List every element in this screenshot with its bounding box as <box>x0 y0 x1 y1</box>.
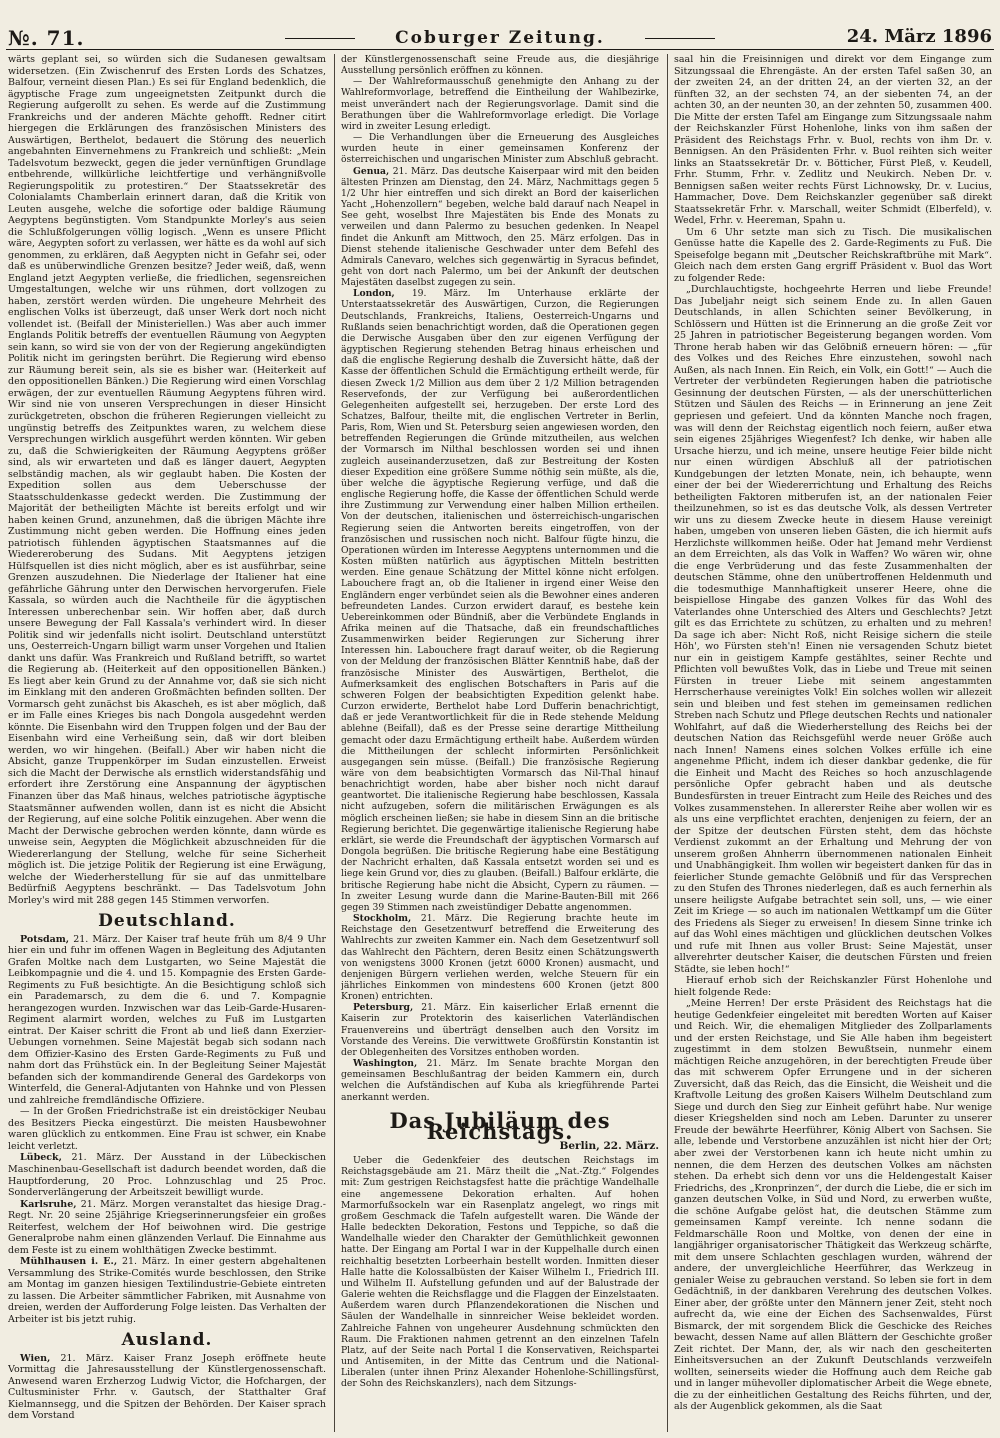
issue-number: №. 71. <box>8 26 85 50</box>
news-text: 21. März. Das deutsche Kaiserpaar wird mit den beiden ältesten Prinzen am Dienstag, den 24. März, Nachmittags gegen 5 1/2 Uhr hier eintreffen und sich direkt an Bord der kaiserlichen Yacht „Hohenzollern“ begeben, welche bald darauf nach Neapel in See geht, woselbst Ihre Majestäten bis Ende des Monats zu verweilen und dann Palermo zu besuchen gedenken. In Neapel findet die Ankunft am Mittwoch, den 25. März erfolgen. Das in Dienst stehende italienische Geschwader unter dem Befehl des Admirals Canevaro, welches sich gegenwärtig in Syracus befindet, geht von dort nach Palermo, um bei der Ankunft der deutschen Majestäten daselbst zugegen zu sein. <box>341 165 659 289</box>
news-text: 21. März. Die Regierung brachte heute im Reichstage den Gesetzentwurf betreffend die Erweiterung des Wahlrechts zur zweiten Kammer ein. Nach dem Gesetzentwurf soll das Wahlrecht den Pächtern, deren Besitz einen Schätzungswerth von wenigstens 3000 Kronen (jetzt 6000 Kronen) ausmacht, und denjenigen Bürgern verliehen werden, welche Steuern für ein jährliches Einkommen von mindestens 600 Kronen (jetzt 800 Kronen) entrichten. <box>341 913 659 1003</box>
news-text: 21. März. Ein kaiserlicher Erlaß ernennt die Kaiserin zur Protektorin des kaiserlichen Vaterländischen Frauenvereins und überträgt denselben auch den Vorsitz im Vorstande des Vereins. Die verwittwete Großfürstin Konstantin ist der Oblegenheiten des Vorsitzes enthoben worden. <box>341 1002 659 1058</box>
dateline-place: Potsdam, <box>20 933 70 945</box>
news-text: — Die Verhandlungen über die Erneuerung des Ausgleiches wurden heute in einer gemeinsamen Konferenz der österreichischen und ungarischen Minister zum Abschluß gebracht. <box>341 132 659 166</box>
dateline-place: Wien, <box>20 1352 51 1364</box>
speech-text: „Meine Herren! Der erste Präsident des Reichstags hat die heutige Gedenkfeier eingeleitet mit beredten Worten auf Kaiser und Reich. Wir, die ehemaligen Mitglieder des Zollparlaments und der ersten Reichstage, und Sie Alle haben ihm begeistert zugestimmt in dem stolzen Bewußtsein, nunmehr einem mächtigen Reiche anzugehören, in der berechtigten Freude über das mit schwerem Opfer Errungene und in der sicheren Zuversicht, daß das Reich, das die Einsicht, die Weisheit und die Kraftvolle Leitung des großen Kaisers Wilhelm Deutschland zum Siege und durch den Sieg zur Einheit geführt habe. Nur wenige dieser Kriegshelden sind noch am Leben. Darunter zu unserer Freude der bewährte Heerführer, König Albert von Sachsen. Sie alle, lebende und Verstorbene anzuzählen ist nicht hier der Ort; aber zwei der Verstorbenen kann ich heute nicht umhin zu nennen, die dem Herzen des deutschen Volkes am nächsten stehen. Da erhebt sich denn vor uns die Heldengestalt Kaiser Friedrichs, des „Kronprinzen“, der durch die Liebe, die er sich im ganzen deutschen Volke, in Süd und Nord, zu erwerben wußte, die schöne Aufgabe gelöst hat, die deutschen Stämme zum gemeinsamen Kampf vereinte. Ich nenne sodann die Feldmarschälle Roon und Moltke, von denen der eine in langjähriger organisatorischer Thätigkeit das Werkzeug schärfte, mit dem unsere Schlachten geschlagen wurden, während der andere, der unvergleichliche Heerführer, das Werkzeug in genialer Weise zu gebrauchen verstand. So leben sie fort in dem Gedächtniß, in der dankbaren Verehrung des deutschen Volkes. Einer aber, der größte unter den Männern jener Zeit, steht noch aufrecht da, wie eine der Eichen des Sachsenwaldes, Fürst Bismarck, der mit sorgendem Blick die Geschicke des Reiches bewacht, dessen Name auf allen Blättern der Geschichte großer Zeit richtet. Der Mann, der, als wir nach den gescheiterten Einheitsversuchen an der Zukunft Deutschlands verzweifeln wollten, seinerseits wieder die Hoffnung auch dem Reiche gab und in langer mühevoller diplomatischer Arbeit die Wege ebnete, die zu der einheitlichen Gestaltung des Reichs führten, und der, als der Augenblick gekommen, als die Saat <box>674 998 992 1413</box>
column-divider <box>667 54 668 1432</box>
news-text: 21. März. In einer gestern abgehaltenen Versammlung des Strike-Comités wurde beschlossen, den Strike am Montag im ganzen hiesigen Textilindustrie-Gebiete eintreten zu lassen. Die Arbeiter sämmtlicher Fabriken, mit Ausnahme von dreien, werden der Aufforderung Folge leisten. Das Verhalten der Arbeiter ist bis jetzt ruhig. <box>8 1256 326 1325</box>
news-item <box>341 132 659 165</box>
dateline-place: Karlsruhe, <box>20 1198 77 1210</box>
news-item <box>341 1058 659 1103</box>
news-item <box>8 934 326 1107</box>
news-text: der Künstlergenossenschaft seine Freude aus, die diesjährige Ausstellung persönlich eröffnen zu können. <box>341 54 659 77</box>
dateline-place: Washington, <box>353 1058 418 1070</box>
masthead <box>0 18 1000 48</box>
news-item <box>8 1256 326 1325</box>
dateline-place: Lübeck, <box>20 1152 62 1164</box>
dateline-place: London, <box>353 288 395 300</box>
news-item <box>8 1152 326 1198</box>
column-1 <box>8 54 326 1422</box>
column-3 <box>674 54 992 1413</box>
speech-text: „Durchlauchtigste, hochgeehrte Herren und liebe Freunde! Das Jubeljahr neigt sich seinem Ende zu. In allen Gauen Deutschlands, in allen Schichten seiner Bevölkerung, in Schlössern und Hütten ist die Erinnerung an die große Zeit vor 25 Jahren in patriotischer Begeisterung begangen worden. Vom Throne herab haben wir das Gelöbniß erneuern hören: — „für des Volkes und des Reiches Ehre einzustehen, sowohl nach Außen, als nach Innen. Ein Reich, ein Volk, ein Gott!“ — Auch die Vertreter der verbündeten Regierungen haben die patriotische Gesinnung der deutschen Fürsten, — als der unerschütterlichen Stützen und Säulen des Reichs — in Erinnerung an jene Zeit gepriesen und gefeiert. Und da könnten Manche noch fragen, was will denn der Reichstag eigentlich noch feiern, außer etwa sein eigenes 25jähriges Wiegenfest? Ich denke, wir haben alle Ursache hierzu, und ich meine, unsere heutige Feier bilde nicht nur einen würdigen Abschluß all der patriotischen Kundgebungen der letzten Monate, nein, ich behaupte, wenn einer der bei der Wiedererrichtung und Erhaltung des Reichs betheiligten Faktoren mitberufen ist, an der nationalen Feier theilzunehmen, so ist es das deutsche Volk, als dessen Vertreter wir uns zu diesem Zwecke heute in diesem Hause vereinigt haben, umgeben von unseren lieben Gästen, die ich hiermit aufs Herzlichste willkommen heiße. Oder hat Jemand mehr Verdienst an dem Erreichten, als das Volk in Waffen? Wo wären wir, ohne die enge Verbrüderung und das feste Zusammenhalten der deutschen Stämme, ohne den unübertroffenen Heldenmuth und die todesmuthige Mannhaftigkeit unserer Heere, ohne die beispiellose Hingabe des ganzen Volkes für das Wohl des Vaterlandes ohne Unterschied des Alters und Geschlechts? Jetzt gilt es das Errichtete zu schützen, zu erhalten und zu mehren! Da sage ich aber: Nicht Roß, nicht Reisige sichern die steile Höh', wo Fürsten steh'n! Einen nie versagenden Schutz bietet nur ein in geistigem Kampfe gestähltes, seiner Rechte und Pflichten voll bewußtes Volk, das in Liebe und Treue mit seinen Fürsten in treuer Liebe mit seinem angestammten Herrscherhause vereinigtes Volk! Ein solches wollen wir allezeit sein und bleiben und fest stehen im gemeinsamen redlichen Streben nach Schutz und Pflege deutschen Rechts und nationaler Wohlfahrt, auf daß die Wiederherstellung des Reichs bei der deutschen Nation das Reichsgefühl werde neuer Größe auch nach Innen! Namens eines solchen Volkes erfülle ich eine angenehme Pflicht, indem ich dieser dankbar gedenke, die für die Einheit und Macht des Reiches so hoch anzuschlagende persönliche Opfer gebracht haben und als deutsche Bundesfürsten in treuer Eintracht zum Heile des Reiches und des Volkes zusammenstehen. In allererster Reihe aber wollen wir es als uns eine verpflichtet erachten, denjenigen zu feiern, der an der Spitze der deutschen Fürsten steht, dem das höchste Verdienst zukommt an der Erhaltung und Mehrung der von unserem großen Ahnherrn übernommenen nationalen Einheit und Unabhängigkeit. Ihm wollen wir begeistert danken für das in feierlicher Stunde gemachte Gelöbniß und für das Versprechen zu den Stufen des Thrones niederlegen, daß es auch fernerhin als unsere heiligste Aufgabe betrachtet sein soll, uns, — wie einer Zeit im Kriege — so auch im nationalen Wettkampf um die Güter des Friedens als Sieger zu erweisen! In diesem Sinne trinke ich auf das Wohl eines mächtigen und glücklichen deutschen Volkes und rufe mit Ihnen aus voller Brust: Seine Majestät, unser allverehrter deutscher Kaiser, die deutschen Fürsten und freien Städte, sie leben hoch!“ <box>674 284 992 975</box>
newspaper-title: Coburger Zeitung. <box>350 28 650 48</box>
article-dateline: Berlin, 22. März. <box>559 1140 659 1152</box>
news-text: 21. März. Morgen veranstaltet das hiesige Drag.-Regt. Nr. 20 seine 25jährige Kriegserinnerungsfeier ein großes Reiterfest, welchem der Hof beiwohnen wird. Die gestrige Generalprobe nahm einen glänzenden Verlauf. Die Einnahme aus dem Feste ist zu einem wohlthätigen Zwecke bestimmt. <box>8 1198 326 1256</box>
news-item <box>341 76 659 132</box>
news-text: 19. März. Im Unterhause erklärte der Unterstaatssekretär des Auswärtigen, Curzon, die Regierungen Deutschlands, Frankreichs, Italiens, Oesterreich-Ungarns und Rußlands seien benachrichtigt worden, daß die Operationen gegen die Derwische Ausgaben über den zur eigenen Verfügung der ägyptischen Regierung stehenden Betrag hinaus erheischen und daß die englische Regierung deshalb die Zuversicht hätte, daß der Kasse der öffentlichen Schuld die Ermächtigung ertheilt werde, für diesen Zweck 1/2 Million aus dem über 2 1/2 Million betragenden Reservefonds, der zur Verfügung bei außerordentlichen Gelegenheiten aufgestellt sei, herzugeben. Der erste Lord des Schatzes, Balfour, theilte mit, die englischen Vertreter in Berlin, Paris, Rom, Wien und St. Petersburg seien angewiesen worden, den betreffenden Regierungen die Gründe mitzutheilen, aus welchen der Vormarsch im Nilthal beschlossen worden sei und ihnen zugleich auseinanderzusetzen, daß zur Bestreitung der Kosten dieser Expedition eine größere Summe nöthig sein müßte, als die, über welche die ägyptische Regierung verfüge, und daß die englische Regierung hoffe, die Kasse der öffentlichen Schuld werde ihre Zustimmung zur Verwendung einer halben Million ertheilen. Von der deutschen, italienischen und österreichisch-ungarischen Regierung seien die Antworten bereits eingetroffen, von der französischen und russischen noch nicht. Balfour fügte hinzu, die Operationen würden im Interesse Aegyptens unternommen und die Kosten müßten natürlich aus ägyptischen Mitteln bestritten werden. Eine genaue Schätzung der Mittel könne nicht erfolgen. Labouchere fragt an, ob die Italiener in irgend einer Weise den Engländern enger verbündet seien als die Bewohner eines anderen befreundeten Landes. Curzon erwidert darauf, es bestehe kein Uebereinkommen oder Bündniß, aber die Verbündete Englands in Afrika meinen auf die Thatsache, daß ein freundschaftliches Zusammenwirken beider Regierungen zur Sicherung ihrer Interessen hin. Labouchere fragt darauf weiter, ob die Regierung von der Meldung der französischen Blätter Kenntniß habe, daß der französische Minister des Auswärtigen, Berthelot, die Aufmerksamkeit des englischen Botschafters in Paris auf die schweren Folgen der beabsichtigten Expedition gelenkt habe. Curzon erwiderte, Berthelot habe Lord Dufferin benachrichtigt, daß er jede Verantwortlichkeit für die in Rede stehende Meldung ablehne (Beifall), daß es der Presse seine derartige Mittheilung gemacht oder dazu Ermächtigung ertheilt habe. Außerdem würden die Mittheilungen der schlecht informirten Persönlichkeit ausgegangen sein müsse. (Beifall.) Die französische Regierung wäre von dem beabsichtigten Vormarsch das Nil-Thal hinauf benachrichtigt worden, habe aber bisher noch nicht darauf geantwortet. Die italienische Regierung habe beschlossen, Kassala nicht aufzugeben, sofern die militärischen Erwägungen es als möglich erscheinen ließen; sie habe in diesem Sinn an die britische Regierung berichtet. Die gegenwärtige italienische Regierung habe erklärt, sie werde die Freundschaft der ägyptischen Vormarsch auf Dongola begrüßen. Die britische Regierung habe eine Bestätigung der Nachricht erhalten, daß Kassala entsetzt worden sei und es liege kein Grund vor, dies zu glauben. (Beifall.) Balfour erklärte, die britische Regierung habe nicht die Absicht, Cypern zu räumen. — In zweiter Lesung wurde dann die Marine-Bauten-Bill mit 266 gegen 39 Stimmen nach zweistündiger Debatte angenommen. <box>341 288 659 913</box>
section-heading-deutschland: Deutschland. <box>98 911 236 932</box>
column-divider <box>334 54 335 1432</box>
dateline-place: Petersburg, <box>353 1002 414 1014</box>
dateline-place: Stockholm, <box>353 913 412 925</box>
article-text: Hierauf erhob sich der Reichskanzler Fürst Hohenlohe und hielt folgende Rede: <box>674 975 992 998</box>
news-item <box>341 913 659 1002</box>
news-item <box>8 1106 326 1152</box>
article-text: saal hin die Freisinnigen und direkt vor dem Eingange zum Sitzungssaal die Ehrengäste. An der ersten Tafel saßen 30, an der zweiten 24, an der dritten 24, an der vierten 32, an der fünften 32, an der sechsten 74, an der siebenten 74, an der achten 30, an der neunten 30, an der zehnten 50, zusammen 400. Die Mitte der ersten Tafel am Eingange zum Sitzungssaale nahm der Reichskanzler Fürst Hohenlohe, links von ihm saßen der Präsident des Reichstags Frhr. v. Buol, rechts von ihm Dr. v. Bennigsen. An den Präsidenten Frhr. v. Buol reihten sich weiter links an Staatssekretär Dr. v. Bötticher, Fürst Pleß, v. Keudell, Frhr. Stumm, Frhr. v. Zedlitz und Neukirch. Neben Dr. v. Bennigsen saßen weiter rechts Fürst Lichnowsky, Dr. v. Lucius, Hammacher, Dove. Dem Reichskanzler gegenüber saß direkt Staatssekretär Frhr. v. Marschall, weiter Schmidt (Elberfeld), v. Wedel, Frhr. v. Heereman, Spahn u. <box>674 54 992 227</box>
news-text: — Der Wahlreformausschuß genehmigte den Anhang zu der Wahlreformvorlage, betreffend die Eintheilung der Wahlbezirke, meist unverändert nach der Regierungsvorlage. Damit sind die Berathungen über die Wahlreformvorlage erledigt. Die Vorlage wird in zweiter Lesung erledigt. <box>341 76 659 132</box>
article-text: Um 6 Uhr setzte man sich zu Tisch. Die musikalischen Genüsse hatte die Kapelle des 2. Garde-Regiments zu Fuß. Die Speisefolge begann mit „Deutscher Reichskraftbrühe mit Mark“. Gleich nach dem ersten Gang ergriff Präsident v. Buol das Wort zu folgender Rede: <box>674 226 992 284</box>
news-item <box>8 1353 326 1422</box>
article-text: wärts geplant sei, so würden sich die Sudanesen gewaltsam widersetzen. (Ein Zwischenruf des Ersten Lords des Schatzes, Balfour, verneint diesen Plan.) Es sei für England bedenklich, die ägyptische Frage zum ungeeignetsten Zeitpunkt durch die Regierung aufgerollt zu sehen. Es werde auf die Zustimmung Frankreichs und der anderen Mächte gehofft. Redner citirt hiergegen die Erklärungen des französischen Ministers des Auswärtigen, Berthelot, bedauert die Störung des neuerlich angebahnten Einvernehmens zu Frankreich und schließt: „Mein Tadelsvotum bezweckt, gegen die jeder vernünftigen Grundlage entbehrende, willkürliche leichtfertige und verhängnißvolle Regierungspolitik zu protestiren.“ Der Staatssekretär des Colonialamts Chamberlain erinnert daran, daß die Kritik von Leuten ausgehe, welche die sofortige oder baldige Räumung Aegyptens begünstigten. Vom Standpunkte Morley's aus seien die Schlußfolgerungen völlig logisch. „Wenn es unsere Pflicht wäre, Aegypten sofort zu verlassen, wer hätte es da wohl auf sich genommen, zu erklären, daß Aegypten nicht in Gefahr sei, oder daß es unüberwindliche Grenzen besitze? Jeder weiß, daß, wenn England jetzt Aegypten verließe, die friedlichen, segensreichen Umgestaltungen, welche wir uns rühmen, dort vollzogen zu haben, zerstört werden würden. Die ungeheure Mehrheit des englischen Volks ist überzeugt, daß unser Werk dort noch nicht vollendet ist. (Beifall der Ministeriellen.) Was aber auch immer Englands Politik betreffs der eventuellen Räumung von Aegypten sein kann, so wird sie von der von der Regierung angekündigten Politik nicht im geringsten berührt. Die Regierung wird ebenso zur Räumung bereit sein, als sie es bisher war. (Heiterkeit auf den oppositionellen Bänken.) Die Regierung wird einen Vorschlag erwägen, der zur eventuellen Räumung Aegyptens führen wird. Wir sind nie von unseren Versprechungen in dieser Hinsicht zurückgetreten, obschon die früheren Regierungen vielleicht zu ungünstig betreffs des Zeitpunktes waren, zu welchem diese Versprechungen wirklich ausgeführt werden könnten. Wir geben zu, daß die Schwierigkeiten der Räumung Aegyptens größer sind, als wir erwarteten und daß es länger dauert, Aegypten selbständig machen, als wir geglaubt haben. Die Kosten der Expedition sollen aus dem Ueberschusse der Staatsschuldenkasse gedeckt werden. Die Zustimmung der Majorität der betheiligten Mächte ist bereits erfolgt und wir haben keinen Grund, anzunehmen, daß die übrigen Mächte ihre Zustimmung nicht geben werden. Die Hoffnung eines jeden patriotisch fühlenden ägyptischen Staatsmannes auf die Wiedereroberung des Sudans. Mit Aegyptens jetzigen Hülfsquellen ist dies nicht möglich, aber es ist ausführbar, seine Grenzen auszudehnen. Die Niederlage der Italiener hat eine gefährliche Gährung unter den Derwischen hervorgerufen. Fiele Kassala, so würden auch die Nachtheile für die ägyptischen Interessen unberechenbar sein. Wir hoffen aber, daß durch unsere Bewegung der Fall Kassala's verhindert wird. In dieser Politik sind wir jedenfalls nicht isolirt. Deutschland unterstützt uns, Oesterreich-Ungarn billigt warm unser Vorgehen und Italien dankt uns dafür. Was Frankreich und Rußland betrifft, so wartet die Regierung ab. (Heiterkeit auf den oppositionellen Bänken.) Es liegt aber kein Grund zu der Annahme vor, daß sie sich nicht im Einklang mit den anderen Großmächten befinden sollten. Der Vormarsch geht zunächst bis Akascheh, es ist aber möglich, daß er im Falle eines Krieges bis nach Dongola ausgedehnt werden könnte. Die Eisenbahn wird den Truppen folgen und der Bau der Eisenbahn wird eine Verheißung sein, daß wir dort bleiben werden, wo wir hingehen. (Beifall.) Aber wir haben nicht die Absicht, ganze Truppenkörper im Sudan einzustellen. Erweist sich die Macht der Derwische als ernstlich widerstandsfähig und erfordert ihre Zerstörung eine Anspannung der ägyptischen Finanzen über das Maß hinaus, welches patriotische ägyptische Staatsmänner aufwenden wollen, dann ist es nicht die Absicht der Regierung, auf eine solche Politik einzugehen. Aber wenn die Macht der Derwische gebrochen werden könnte, dann würde es unweise sein, Aegypten die Möglichkeit abzuschneiden für die Wiedererlangung der Stellung, welche für seine Sicherheit möglich ist. Die jetzige Politik der Regierung ist eine Erwägung, welche der Wiederherstellung für sie auf das unmittelbare Bedürfniß Aegyptens beschränkt. — Das Tadelsvotum John Morley's wird mit 288 gegen 145 Stimmen verworfen. <box>8 54 326 906</box>
masthead-rule <box>6 49 994 50</box>
news-item <box>341 54 659 76</box>
article-text: Ueber die Gedenkfeier des deutschen Reichstags im Reichstagsgebäude am 21. März theilt die „Nat.-Ztg.“ Folgendes mit: Zum gestrigen Reichstagsfest hatte die prächtige Wandelhalle eine angemessene Dekoration erhalten. Auf hohen Marmorfußsockeln war ein Rasenplatz angelegt, wo rings mit großem Geschmack die Tafeln aufgestellt waren. Die Wände der Halle bedeckten Dekoration, Festons und Teppiche, so daß die Wandelhalle wieder den Charakter der Gemüthlichkeit gewonnen hatte. Der Eingang am Portal I war in der Kuppelhalle durch einen reichhaltig besetzten Lorbeerhain bestellt worden. Inmitten dieser Halle hatte die Kolossalbüsten der Kaiser Wilhelm I., Friedrich III. und Wilhelm II. Aufstellung gefunden und auf der Balustrade der Galerie wehten die Reichsflagge und die Flaggen der Einzelstaaten. Außerdem waren durch Pflanzendekorationen die Nischen und Säulen der Wandelhalle in sinnreicher Weise bekleidet worden. Zahlreiche Fahnen von ungeheurer Ausdehnung schmückten den Raum. Die Fraktionen nahmen getrennt an den einzelnen Tafeln Platz, auf der Seite nach Portal I die Konservativen, Reichspartei und Antisemiten, in der Mitte das Centrum und die National-Liberalen (unter ihnen Prinz Alexander Hohenlohe-Schillingsfürst, der Sohn des Reichskanzlers), nach dem Sitzungs- <box>341 1155 659 1390</box>
dateline-place: Mühlhausen i. E., <box>20 1256 118 1268</box>
news-item <box>341 1002 659 1058</box>
news-text: 21. März. Im Senate brachte Morgan den gemeinsamen Beschlußantrag der beiden Kammern ein, durch welchen die Aufständischen auf Kuba als kriegführende Partei anerkannt werden. <box>341 1058 659 1103</box>
news-text: 21. März. Kaiser Franz Joseph eröffnete heute Vormittag die Jahresausstellung der Künstlergenossenschaft. Anwesend waren Erzherzog Ludwig Victor, die Hofchargen, der Cultusminister Frhr. v. Gautsch, der Statthalter Graf Kielmannsegg, und die Spitzen der Behörden. Der Kaiser sprach dem Vorstand <box>8 1352 326 1422</box>
article-headline: Das Jubiläum des Reichstags. <box>389 1107 611 1144</box>
news-item <box>341 166 659 289</box>
news-text: 21. März. Der Kaiser traf heute früh um 8/4 9 Uhr hier ein und fuhr im offenen Wagen in Begleitung des Adjutanten Grafen Moltke nach dem Lustgarten, wo Seine Majestät die Leibkompagnie und die 4. und 15. Kompagnie des Ersten Garde-Regiments zu Fuß besichtigte. An die Besichtigung schloß sich ein Parademarsch, zu dem die 6. und 7. Kompagnie herangezogen wurden. Inzwischen war das Leib-Garde-Husaren-Regiment alarmirt worden, welches zu Fuß im Lustgarten eintrat. Der Kaiser schritt die Front ab und ließ dann Exerzier-Uebungen vornehmen. Seine Majestät begab sich sodann nach dem Offizier-Kasino des Ersten Garde-Regiments zu Fuß und nahm dort das Frühstück ein. In der Begleitung Seiner Majestät befanden sich der kommandirende General des Gardekorps von Winterfeld, die General-Adjutanten von Hahnke und von Plessen und zahlreiche fremdländische Offiziere. <box>8 933 326 1106</box>
news-item <box>8 1199 326 1257</box>
column-2 <box>341 54 659 1389</box>
issue-date: 24. März 1896 <box>846 26 992 47</box>
news-item <box>341 288 659 913</box>
dateline-place: Genua, <box>353 165 390 177</box>
news-text: — In der Großen Friedrichstraße ist ein dreistöckiger Neubau des Besitzers Piecka eingestürzt. Die meisten Hausbewohner waren glücklich zu entkommen. Eine Frau ist schwer, ein Knabe leicht verletzt. <box>8 1106 326 1152</box>
section-heading-ausland: Ausland. <box>121 1330 213 1351</box>
news-text: 21. März. Der Ausstand in der Lübeckischen Maschinenbau-Gesellschaft ist dadurch beendet worden, daß die Hauptforderung, 20 Proc. Lohnzuschlag und 25 Proc. Sonderverlängerung der Arbeitszeit bewilligt wurde. <box>8 1152 326 1199</box>
